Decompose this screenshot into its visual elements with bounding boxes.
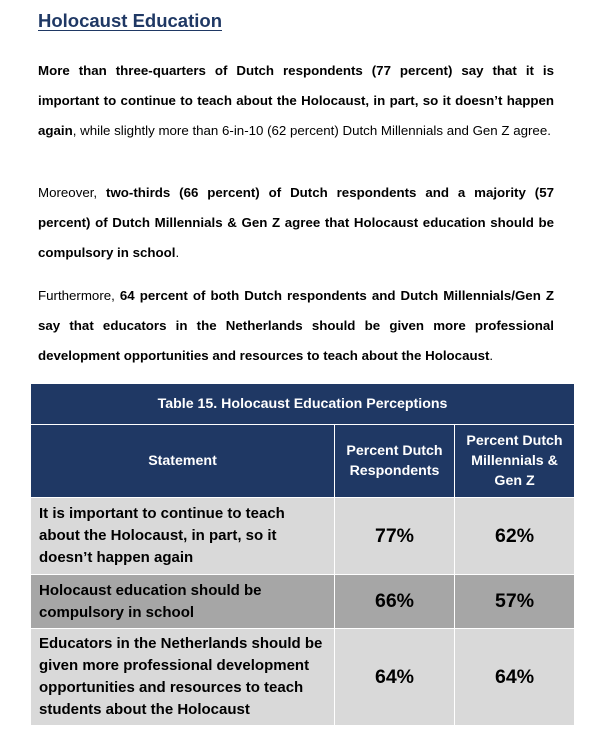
header-millennials-genz: Percent Dutch Millennials & Gen Z [455, 425, 575, 498]
paragraph-2-bold: two-thirds (66 percent) of Dutch respondents and a majority (57 percent) of Dutch Millennials & Gen Z agree that Holocaust education should be compulsory in school [38, 185, 554, 260]
perceptions-table [30, 383, 575, 726]
row-millennials-value: 62% [455, 498, 575, 575]
paragraph-2 [38, 178, 554, 268]
paragraph-1-bold: More than three-quarters of Dutch respondents (77 percent) say that it is important to continue to teach about the Holocaust, in part, so it doesn’t happen again [38, 63, 554, 138]
row-millennials-value: 64% [455, 629, 575, 726]
paragraph-2-lead: Moreover, [38, 185, 107, 200]
paragraph-3 [38, 281, 554, 371]
paragraph-2-end: . [175, 245, 180, 260]
table-row [31, 629, 575, 726]
table-title: Table 15. Holocaust Education Perceptions [31, 384, 575, 425]
paragraph-3-lead: Furthermore, [38, 288, 120, 303]
perceptions-table-container [30, 383, 574, 726]
row-dutch-value: 66% [335, 575, 455, 629]
row-dutch-value: 64% [335, 629, 455, 726]
header-statement: Statement [31, 425, 335, 498]
paragraph-3-end: . [489, 348, 494, 363]
section-heading: Holocaust Education [38, 10, 222, 31]
table-row [31, 575, 575, 629]
table-header-row [31, 425, 575, 498]
paragraph-3-bold: 64 percent of both Dutch respondents and Dutch Millennials/Gen Z say that educators in the Netherlands should be given more professional development opportunities and resources to teach about the Holocaust [38, 288, 554, 363]
paragraph-1-rest: , while slightly more than 6-in-10 (62 percent) Dutch Millennials and Gen Z agree. [72, 123, 551, 138]
table-row [31, 498, 575, 575]
row-statement: Educators in the Netherlands should be given more professional development opportunities and resources to teach students about the Holocaust [31, 629, 335, 726]
paragraph-1 [38, 56, 554, 146]
row-dutch-value: 77% [335, 498, 455, 575]
header-dutch-respondents: Percent Dutch Respondents [335, 425, 455, 498]
row-statement: Holocaust education should be compulsory in school [31, 575, 335, 629]
table-title-row [31, 384, 575, 425]
row-millennials-value: 57% [455, 575, 575, 629]
row-statement: It is important to continue to teach about the Holocaust, in part, so it doesn’t happen again [31, 498, 335, 575]
